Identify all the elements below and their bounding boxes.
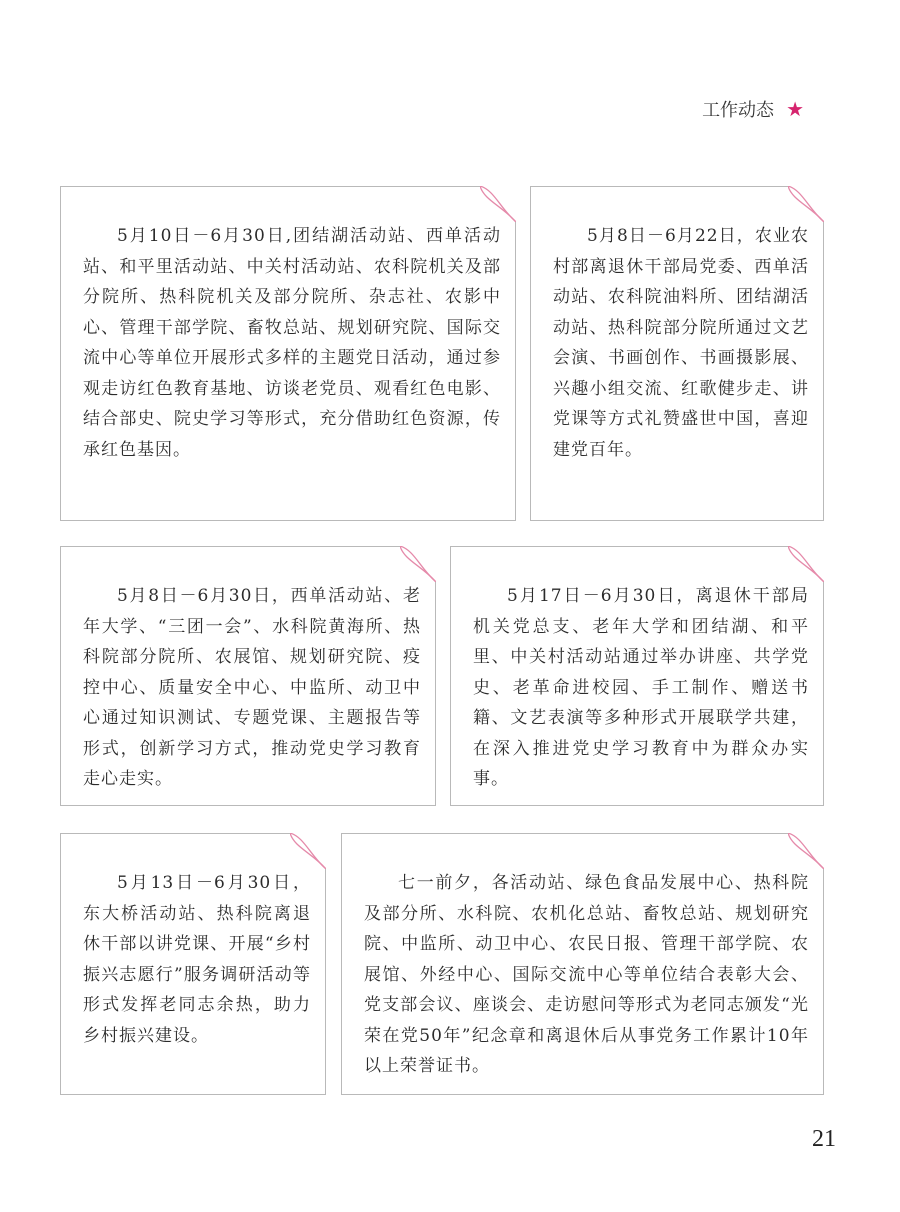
note-text: 七一前夕，各活动站、绿色食品发展中心、热科院及部分所、水科院、农机化总站、畜牧总站、规划研究院、中监所、动卫中心、农民日报、管理干部学院、农展馆、外经中心、国际交流中心等单位结合表彰大会、党支部会议、座谈会、走访慰问等形式为老同志颁发“光荣在党50年”纪念章和离退休后从事党务工作累计10年以上荣誉证书。 <box>364 873 809 1076</box>
page-number: 21 <box>812 1126 836 1152</box>
note-text: 5月13日－6月30日，东大桥活动站、热科院离退休干部以讲党课、开展“乡村振兴志愿行”服务调研活动等形式发挥老同志余热，助力乡村振兴建设。 <box>83 873 311 1046</box>
note-text: 5月17日－6月30日，离退休干部局机关党总支、老年大学和团结湖、和平里、中关村活动站通过举办讲座、共学党史、老革命进校园、手工制作、赠送书籍、文艺表演等多种形式开展联学共建，在深入推进党史学习教育中为群众办实事。 <box>473 586 809 789</box>
section-header <box>702 96 804 122</box>
note-card-3 <box>60 546 436 806</box>
page-curl-icon <box>480 186 516 222</box>
page-curl-icon <box>290 833 326 869</box>
note-text: 5月8日－6月22日，农业农村部离退休干部局党委、西单活动站、农科院油料所、团结湖活动站、热科院部分院所通过文艺会演、书画创作、书画摄影展、兴趣小组交流、红歌健步走、讲党课等方式礼赞盛世中国，喜迎建党百年。 <box>553 226 809 460</box>
note-text: 5月10日－6月30日,团结湖活动站、西单活动站、和平里活动站、中关村活动站、农科院机关及部分院所、热科院机关及部分院所、杂志社、农影中心、管理干部学院、畜牧总站、规划研究院、国际交流中心等单位开展形式多样的主题党日活动，通过参观走访红色教育基地、访谈老党员、观看红色电影、结合部史、院史学习等形式，充分借助红色资源，传承红色基因。 <box>83 226 501 460</box>
page-curl-icon <box>788 186 824 222</box>
section-title: 工作动态 <box>702 100 775 121</box>
page-curl-icon <box>788 546 824 582</box>
note-card-4 <box>450 546 824 806</box>
note-card-1 <box>60 186 516 521</box>
note-card-5 <box>60 833 326 1095</box>
star-icon: ★ <box>786 97 804 121</box>
note-text: 5月8日－6月30日，西单活动站、老年大学、“三团一会”、水科院黄海所、热科院部分院所、农展馆、规划研究院、疫控中心、质量安全中心、中监所、动卫中心通过知识测试、专题党课、主题报告等形式，创新学习方式，推动党史学习教育走心走实。 <box>83 586 421 789</box>
page-curl-icon <box>788 833 824 869</box>
page-curl-icon <box>400 546 436 582</box>
note-card-6 <box>341 833 824 1095</box>
note-card-2 <box>530 186 824 521</box>
